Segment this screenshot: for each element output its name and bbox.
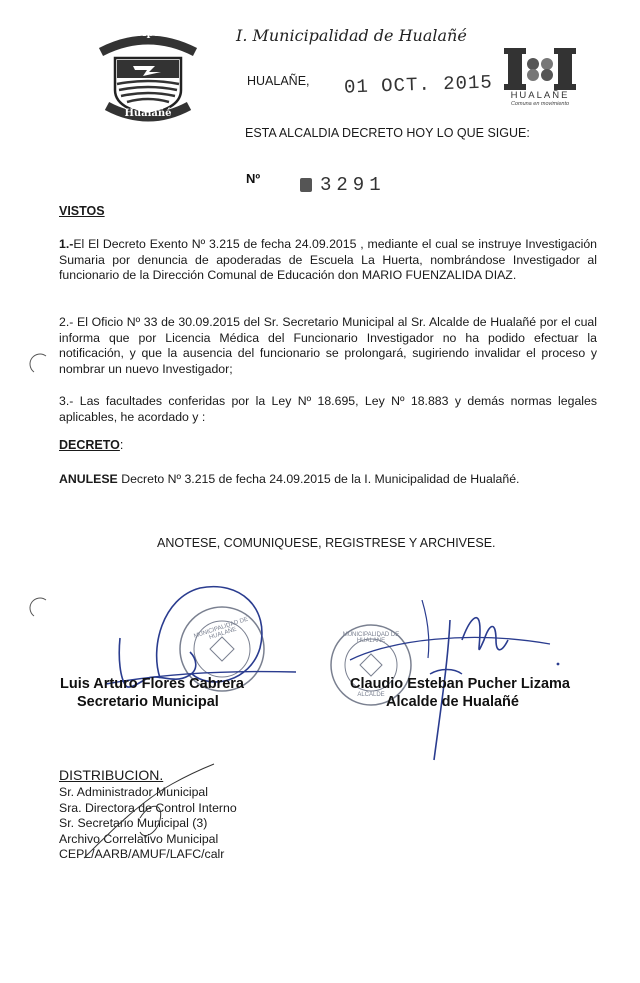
punch-mark-icon	[28, 596, 50, 620]
decreto-action-text: Decreto Nº 3.215 de fecha 24.09.2015 de la I. Municipalidad de Hualañé.	[121, 472, 520, 486]
hualane-h-logo-icon	[500, 44, 580, 94]
number-label: Nº	[246, 171, 261, 186]
punch-mark-icon	[28, 352, 50, 376]
brand-logo-tagline: Comuna en movimiento	[510, 101, 570, 107]
municipal-crest	[93, 28, 203, 128]
crest-bottom-text: Hualañé	[124, 108, 172, 119]
vistos-paragraph-2: 2.- El Oficio Nº 33 de 30.09.2015 del Sr. Secretario Municipal al Sr. Alcalde de Hualañé por el cual informa que por Licencia Médica del Funcionario Investigador no ha podido efectuar la notificación, y que la ausencia del funcionario se prolongará, sugiriendo invalidar el proceso y nombrar un nuevo Investigador;	[59, 315, 597, 376]
decreto-action	[59, 472, 519, 488]
date-stamp: 01 OCT. 2015	[343, 71, 494, 99]
city-label: HUALAÑE,	[247, 74, 310, 88]
decreto-heading-text: DECRETO	[59, 438, 120, 452]
decree-intro: ESTA ALCALDIA DECRETO HOY LO QUE SIGUE:	[245, 126, 530, 140]
brand-logo-name: HUALAÑE	[510, 90, 570, 101]
vistos-paragraph-3: 3.- Las facultades conferidas por la Ley Nº 18.695, Ley Nº 18.883 y demás normas legales aplicables, he acordado y :	[59, 394, 597, 424]
municipality-title: I. Municipalidad de Hualañé	[236, 26, 467, 45]
distribution-line: Archivo Correlativo Municipal	[59, 831, 219, 846]
distribution-line: Sra. Directora de Control Interno	[59, 800, 237, 815]
vistos-paragraph-1	[59, 237, 597, 284]
numbering-stamp-icon	[300, 178, 312, 192]
right-seal-bottom-text: ALCALDE	[357, 692, 385, 698]
hualane-brand-logo	[500, 44, 580, 110]
decreto-action-word: ANULESE	[59, 472, 118, 486]
distribution-line: CEPL/AARB/AMUF/LAFC/calr	[59, 847, 225, 861]
paragraph-1-number: 1.-	[59, 237, 74, 251]
decree-number: 3291	[320, 174, 386, 196]
left-signer-name: Luis Arturo Flores Cabrera	[60, 676, 244, 692]
right-signer-title: Alcalde de Hualañé	[386, 694, 519, 710]
closing-formula: ANOTESE, COMUNIQUESE, REGISTRESE Y ARCHIVESE.	[157, 536, 496, 550]
distribution-line: Sr. Secretario Municipal (3)	[59, 816, 208, 830]
decreto-heading	[59, 438, 123, 454]
right-seal-text: MUNICIPALIDAD DE HUALAÑE	[342, 632, 400, 644]
paragraph-1-text: El El Decreto Exento Nº 3.215 de fecha 24.09.2015 , mediante el cual se instruye Investigación Sumaria por denuncia de apoderadas de Escuela La Huerta, nombrándose Investigador al funcionario de la Dirección Comunal de Educación don MARIO FUENZALIDA DIAZ.	[59, 237, 597, 283]
initials-scribble	[80, 762, 220, 862]
right-signer-name: Claudio Esteban Pucher Lizama	[350, 676, 570, 692]
crest-top-text: Municipalidad	[104, 28, 192, 39]
distribution-heading: DISTRIBUCION.	[59, 767, 164, 783]
distribution-line: Sr. Administrador Municipal	[59, 785, 208, 799]
left-signer-title: Secretario Municipal	[77, 694, 219, 710]
vistos-heading: VISTOS	[59, 204, 105, 218]
decreto-heading-colon: :	[119, 438, 124, 452]
left-seal-text: MUNICIPALIDAD DE HUALAÑE	[193, 616, 249, 642]
